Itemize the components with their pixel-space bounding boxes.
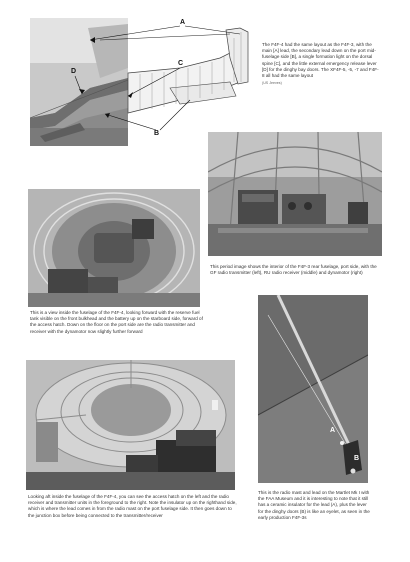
callout-a: A xyxy=(180,19,186,26)
figure3-caption: This is a view inside the fuselage of the F4F-4, looking forward with the reserve fuel tank visible on the front bulkhead and the battery up on the starboard side, forward of the access hatch. Down on the floor on the port side are the radio transmitter and receiver with the dynamotor now slightly further forward xyxy=(30,310,203,334)
forward-fuselage-interior-image xyxy=(28,189,200,307)
figure4-caption: Looking aft inside the fuselage of the F4F-4, you can see the access hatch on the left and the radio receiver and transmitter units in the foreground to the right. Note the insulator up on the righthand side, which is where the lead comes in from the radio mast on the port fuselage side. It then goes down to the junction box before being connected to the transmitter/receiver xyxy=(28,494,237,518)
figure1-caption-text: The F4F-4 had the same layout as the F4F-3, with the main [A] lead, the secondary lead down on the port mid-fuselage side [B], a single formation light on the dorsal spine [C], and the little external emergency release lever [D] for the dinghy bay doors. The XF4F-5, -5, -7 and F4F-8 all had the same layout xyxy=(262,42,379,79)
fuselage-exterior-illustration xyxy=(30,18,252,146)
callout-mast-a: A xyxy=(330,427,336,434)
rear-fuselage-radio-image xyxy=(208,132,382,256)
forward-fuselage-interior-photo xyxy=(28,189,200,307)
callout-d: D xyxy=(71,68,77,75)
radio-mast-image xyxy=(258,295,368,483)
figure1-caption xyxy=(262,42,380,86)
figure1-credit: (US Jeeves) xyxy=(262,81,282,86)
radio-mast-photo xyxy=(258,295,368,483)
aft-fuselage-interior-photo xyxy=(26,360,235,490)
callout-mast-b: B xyxy=(354,455,360,462)
aft-fuselage-interior-image xyxy=(26,360,235,490)
figure5-caption: This is the radio mast and lead on the Martlet Mk I with the FAA Museum and it is interesting to note that it still has a ceramic insulator for the lead (A), plus the lever for the dinghy doors (B) is like an eyelet, as seen in the early production F4F-3s xyxy=(258,490,370,520)
figure2-caption: This period image shows the interior of the F4F-3 rear fuselage, port side, with the GF radio transmitter (left), RU radio receiver (middle) and dynamotor (right) xyxy=(210,264,377,276)
callout-b: B xyxy=(154,130,160,137)
rear-fuselage-radio-photo xyxy=(208,132,382,256)
fuselage-exterior-photo xyxy=(30,18,252,146)
callout-c: C xyxy=(178,60,184,67)
